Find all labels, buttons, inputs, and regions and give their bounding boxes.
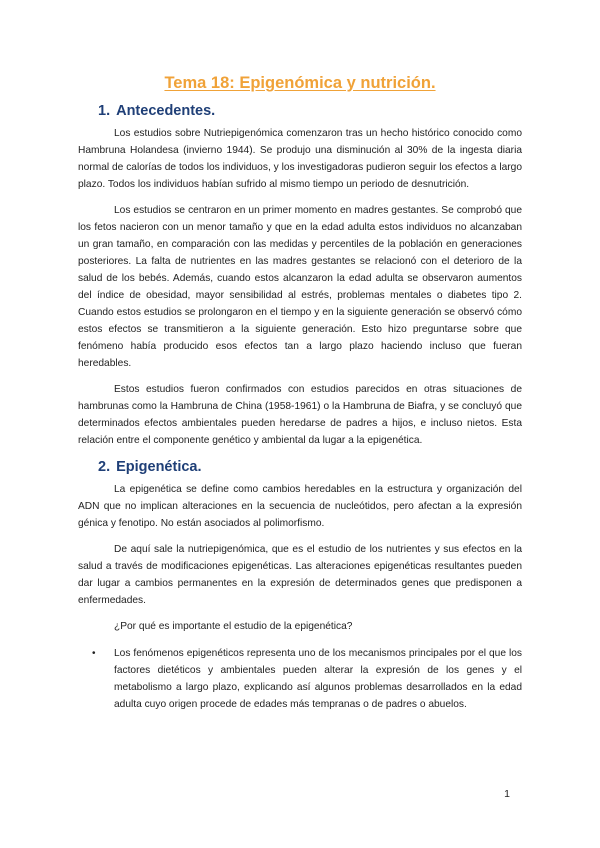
paragraph: Estos estudios fueron confirmados con estudios parecidos en otras situaciones de hambrunas como la Hambruna de China (1958-1961) o la Hambruna de Biafra, y se concluyó que determinados efectos ambientales pueden heredarse de padres a hijos, e incluso nietos. Esta relación entre el componente genético y ambiental da lugar a la epigenética.	[78, 384, 522, 446]
bullet-icon: •	[92, 648, 96, 659]
page-number: 1	[504, 788, 510, 800]
section-number: 2.	[98, 459, 111, 475]
paragraph: La epigenética se define como cambios heredables en la estructura y organización del ADN que no implican alteraciones en la secuencia de nucleótidos, pero afectan a la expresión génica y fenotipo. No están asociados al polimorfismo.	[78, 484, 522, 529]
question-paragraph: ¿Por qué es importante el estudio de la epigenética?	[114, 621, 353, 632]
section-heading-antecedentes	[98, 103, 522, 119]
section-heading-text: Epigenética.	[116, 459, 202, 475]
section-number: 1.	[98, 103, 111, 119]
paragraph: Los estudios sobre Nutriepigenómica comenzaron tras un hecho histórico conocido como Hambruna Holandesa (invierno 1944). Se produjo una disminución al 30% de la ingesta diaria normal de calorías de todos los individuos, y los investigadoras pudieron seguir los efectos a largo plazo. Todos los individuos habían sufrido al mismo tiempo un periodo de desnutrición.	[78, 128, 522, 190]
document-title: Tema 18: Epigenómica y nutrición.	[164, 74, 436, 92]
section-heading-epigenetica	[98, 459, 522, 475]
section-heading-text: Antecedentes.	[116, 103, 216, 119]
list-item	[78, 645, 522, 713]
paragraph: Los estudios se centraron en un primer momento en madres gestantes. Se comprobó que los fetos nacieron con un menor tamaño y que en la edad adulta estos individuos no alcanzaban un gran tamaño, en comparación con las medidas y percentiles de la población en generaciones posteriores. La falta de nutrientes en las madres gestantes se relacionó con el deterioro de la salud de los bebés. Además, cuando estos alcanzaron la edad adulta se observaron aumentos del índice de obesidad, mayor sensibilidad al estrés, problemas mentales o diabetes tipo 2. Cuando estos estudios se prolongaron en el tiempo y en la siguiente generación se observó cómo estos efectos se transmitieron a la siguiente generación. Esto hizo preguntarse sobre que fenómeno había producido esos efectos tan a largo plazo haciendo incluso que fueran heredables.	[78, 205, 522, 369]
bullet-list	[78, 645, 522, 713]
paragraph: De aquí sale la nutriepigenómica, que es el estudio de los nutrientes y sus efectos en la salud a través de modificaciones epigenéticas. Las alteraciones epigenéticas resultantes pueden dar lugar a cambios permanentes en la expresión de determinados genes que predisponen a enfermedades.	[78, 544, 522, 606]
list-item-text: Los fenómenos epigenéticos representa uno de los mecanismos principales por el que los factores dietéticos y ambientales pueden alterar la expresión de los genes y el metabolismo a largo plazo, explicando así algunos problemas desarrollados en la edad adulta cuyo origen procede de edades más tempranas o de padres o abuelos.	[114, 648, 522, 710]
